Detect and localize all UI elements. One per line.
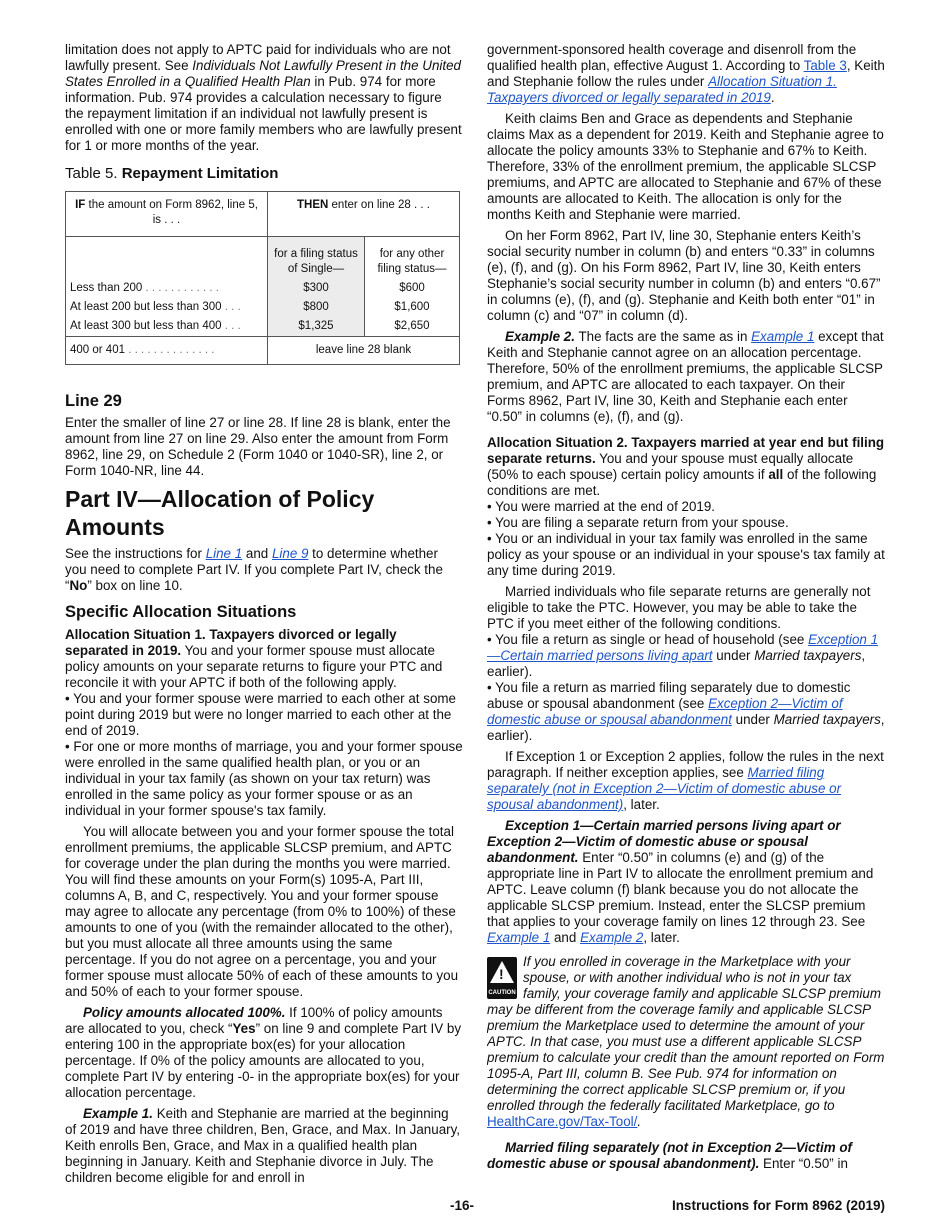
text-run: government-sponsored health coverage and disenroll from the qualified health plan, effective August 1. According to <box>487 42 857 73</box>
text-run: • You were married at the end of 2019. <box>487 499 716 514</box>
other-value: $600 <box>365 279 460 298</box>
text-run: If 100% of policy amounts are allocated to you, check “ <box>65 1005 443 1036</box>
if-bold: IF <box>75 199 86 211</box>
bullet-item <box>487 680 885 744</box>
text-run: , earlier). <box>487 712 885 743</box>
text-run: , earlier). <box>487 648 866 679</box>
table-number: Table 5. <box>65 165 122 182</box>
text-run: • You file a return as single or head of household (see <box>487 632 809 647</box>
leader-dots: . . . <box>221 301 241 313</box>
row-label: 400 or 401 <box>70 344 125 356</box>
text-run: The facts are the same as in <box>574 329 752 344</box>
cross-reference-link[interactable]: HealthCare.gov/Tax-Tool/ <box>487 1114 638 1129</box>
leader-dots: . . . . . . . . . . . . <box>142 282 219 294</box>
text-run: Allocation Situation 2. Taxpayers married at year end but filing separate returns. <box>487 435 885 466</box>
cross-reference-link[interactable]: Allocation Situation 1. Taxpayers divorced or legally separated in 2019 <box>487 74 837 105</box>
text-run: Individuals Not Lawfully Present in the United States Enrolled in a Qualified Health Plan <box>65 58 461 89</box>
text-run: If you enrolled in coverage in the Marketplace with your spouse, or with another individual who is not in your tax family, your coverage family and applicable SLCSP premium may be different from the coverage family and applicable SLCSP premium the Marketplace used to determine the amount of your APTC. In that case, you must use a different applicable SLCSP premium to calculate your credit than the amount reported on Form 1095-A, Part III, column B. See Pub. 974 for information on determining the correct applicable SLCSP premium or, if you enrolled through the federally facilitated Marketplace, go to <box>487 954 885 1113</box>
blank-cell <box>66 237 268 280</box>
last-row-label <box>66 337 268 365</box>
table-title-text: Repayment Limitation <box>121 165 279 182</box>
paragraph <box>487 1140 885 1172</box>
text-run: You and your former spouse must allocate policy amounts on your separate returns to figure your PTC and reconcile it with your APTC if both of the following apply. <box>65 643 443 690</box>
right-column <box>487 42 885 1172</box>
then-header <box>268 192 460 237</box>
row-label-cell <box>66 317 268 337</box>
row-label: Less than 200 <box>70 282 143 294</box>
cross-reference-link[interactable]: Example 1 <box>487 930 551 945</box>
single-value: $300 <box>268 279 365 298</box>
text-run: You and your spouse must equally allocate (50% to each spouse) certain policy amounts if <box>487 451 854 482</box>
paragraph <box>65 415 463 479</box>
last-row-value: leave line 28 blank <box>268 337 460 365</box>
cross-reference-link[interactable]: Line 9 <box>271 546 309 561</box>
repayment-limitation-table <box>65 191 460 365</box>
table-title <box>65 166 463 182</box>
paragraph <box>487 749 885 813</box>
row-label: At least 200 but less than 300 <box>70 301 222 313</box>
paragraph <box>487 818 885 946</box>
bullet-item <box>65 691 463 739</box>
text-run: Married taxpayers <box>754 648 862 663</box>
specific-allocation-heading: Specific Allocation Situations <box>65 603 297 621</box>
bullet-item <box>487 531 885 579</box>
paragraph <box>65 627 463 691</box>
text-run: and <box>242 546 272 561</box>
text-run: all <box>768 467 784 482</box>
cross-reference-link[interactable]: Line 1 <box>205 546 243 561</box>
text-run: and <box>550 930 581 945</box>
bullet-item <box>65 739 463 819</box>
then-bold: THEN <box>297 199 329 211</box>
text-run: ” box on line 10. <box>87 578 183 593</box>
text-run: Married taxpayers <box>773 712 881 727</box>
col-single-header: for a filing status of Single— <box>268 237 365 280</box>
cross-reference-link[interactable]: Example 2 <box>580 930 644 945</box>
text-run: Keith claims Ben and Grace as dependents and Stephanie claims Max as a dependent for 2019. Keith and Stephanie agree to allocate the policy amounts 33% to Stephanie and 67% to Keith. Therefore, 33% of the enrollment premium, the applicable SLCSP premiums, and APTC are allocated to Stephanie and 67% of these amounts are allocated to Keith. The allocation is only for the months Keith and Stephanie were married. <box>487 111 884 222</box>
cross-reference-link[interactable]: Table 3 <box>803 58 847 73</box>
text-run: Enter “0.50” in <box>759 1156 848 1171</box>
row-label: At least 300 but less than 400 <box>70 320 222 332</box>
then-rest: enter on line 28 . . . <box>328 199 430 211</box>
paragraph <box>65 546 463 594</box>
table-row <box>66 298 460 317</box>
text-run: Married filing separately (not in Exception 2—Victim of domestic abuse or spousal abandonment). <box>487 1140 852 1171</box>
table-row <box>66 317 460 337</box>
text-run: Married individuals who file separate returns are generally not eligible to take the PTC. However, you may be able to take the PTC if you meet either of the following conditions. <box>487 584 871 631</box>
text-run: • For one or more months of marriage, you and your former spouse were enrolled in the same qualified health plan, or you or an individual in your tax family (as shown on your tax return) was enrolled in the same policy as your former spouse or as an individual in your former spouse's tax family. <box>65 739 463 818</box>
paragraph <box>487 435 885 499</box>
text-run: except that Keith and Stephanie cannot agree on an allocation percentage. Therefore, 50% of the enrollment premiums, the applicable SLCSP premium, and APTC are allocated to each taxpayer. On their Forms 8962, Part IV, line 30, Keith and Stephanie each enter “0.50” in columns (e), (f), and (g). <box>487 329 884 424</box>
text-run: Exception 1—Certain married persons living apart or Exception 2—Victim of domestic abuse or spousal abandonment. <box>487 818 841 865</box>
text-run: , Keith and Stephanie follow the rules under <box>487 58 885 89</box>
bullet-item <box>487 499 885 515</box>
text-run: . <box>770 90 775 105</box>
if-rest: the amount on Form 8962, line 5, is . . . <box>85 199 258 226</box>
page-number: -16- <box>450 1198 475 1213</box>
text-run: ” on line 9 and complete Part IV by entering 100 in the appropriate box(es) for your allocation percentage. If 0% of the policy amounts are allocated to you, complete Part IV by entering -0- in the appropriate box(es) for your allocation percentage. <box>65 1021 462 1100</box>
if-header <box>66 192 268 237</box>
footer-title: Instructions for Form 8962 (2019) <box>671 1198 885 1213</box>
row-label-cell <box>66 298 268 317</box>
text-run: , later. <box>623 797 660 812</box>
table-row <box>66 279 460 298</box>
caution-label: CAUTION <box>488 990 516 996</box>
caution-note <box>487 954 885 1130</box>
left-column <box>65 42 463 1186</box>
cross-reference-link[interactable]: Example 1 <box>751 329 815 344</box>
single-value: $800 <box>268 298 365 317</box>
cross-reference-link[interactable]: Married filing separately (not in Exception 2—Victim of domestic abuse or spousal abandonment) <box>487 765 842 812</box>
text-run: Enter the smaller of line 27 or line 28. If line 28 is blank, enter the amount from line 27 on line 29. Also enter the amount from Form 8962, line 29, on Schedule 2 (Form 1040 or 1040-SR), line 2, or Form 1040-NR, line 44. <box>65 415 451 478</box>
leader-dots: . . . . . . . . . . . . . . <box>125 344 215 356</box>
text-run: On her Form 8962, Part IV, line 30, Stephanie enters Keith’s social security number in column (b) and enters “0.33” in columns (e), (f), and (g). On his Form 8962, Part IV, line 30, Keith enters Stephanie’s social security number in column (b) and enters “0.67” in columns (e), (f), and (g). Stephanie and Keith both enter “01” in column (c) and “07” in column (d). <box>487 228 881 323</box>
text-run: You will allocate between you and your former spouse the total enrollment premiums, the applicable SLCSP premium, and APTC for coverage under the plan during the months you were married. You will find these amounts on your Form(s) 1095-A, Part III, columns A, B, and C, respectively. You and your former spouse may agree to allocate any percentage (from 0% to 100%) of these amounts to one of you (with the remainder allocated to the other), but you must allocate all three amounts using the same percentage. If you do not agree on a percentage, you and your former spouse must allocate 50% of each of these amounts to you and 50% of each to your former spouse. <box>65 824 459 999</box>
paragraph <box>65 1106 463 1186</box>
line29-heading: Line 29 <box>65 392 122 410</box>
text-run: under <box>731 712 774 727</box>
paragraph <box>487 584 885 632</box>
paragraph <box>65 824 463 1000</box>
text-run: Allocation Situation 1. Taxpayers divorced or legally separated in 2019. <box>65 627 397 658</box>
text-run: Example 2. <box>505 329 575 344</box>
paragraph <box>487 329 885 425</box>
text-run: Keith and Stephanie are married at the beginning of 2019 and have three children, Ben, Grace, and Max. In January, Keith enrolls Ben, Grace, and Max in a qualified health plan beginning in January. Keith and Stephanie divorce in July. The children become eligible for and enroll in <box>65 1106 461 1185</box>
col-other-header: for any other filing status— <box>365 237 460 280</box>
text-run: • You file a return as married filing separately due to domestic abuse or spousal abandonment (see <box>487 680 851 711</box>
leader-dots: . . . <box>221 320 241 332</box>
text-run: Enter “0.50” in columns (e) and (g) of the appropriate line in Part IV to allocate the enrollment premium and APTC. Leave column (f) blank because you do not allocate the applicable SLCSP premium. Instead, enter the SLCSP premium that applies to your coverage family on lines 12 through 23. See <box>487 850 874 929</box>
text-run: • You and your former spouse were married to each other at some point during 2019 but were no longer married to each other at the end of 2019. <box>65 691 456 738</box>
other-value: $1,600 <box>365 298 460 317</box>
other-value: $2,650 <box>365 317 460 337</box>
text-run: Yes <box>232 1021 256 1036</box>
caution-icon: ! CAUTION <box>487 957 517 999</box>
text-run: in Pub. 974 for more information. Pub. 974 provides a calculation necessary to figure the repayment limitation if an individual not lawfully present is enrolled with one or more family members who are lawfully present for 1 or more months of the year. <box>65 74 462 153</box>
cross-reference-link[interactable]: Exception 1—Certain married persons living apart <box>487 632 879 663</box>
text-run: of the following conditions are met. <box>487 467 877 498</box>
paragraph <box>65 1005 463 1101</box>
caution-text <box>487 954 885 1130</box>
text-run: No <box>69 578 88 593</box>
paragraph <box>487 111 885 223</box>
text-run: Example 1. <box>83 1106 153 1121</box>
paragraph <box>487 228 885 324</box>
paragraph <box>487 42 885 106</box>
bullet-item <box>487 632 885 680</box>
text-run: See the instructions for <box>65 546 206 561</box>
paragraph <box>65 42 463 154</box>
text-run: • You are filing a separate return from your spouse. <box>487 515 789 530</box>
cross-reference-link[interactable]: Exception 2—Victim of domestic abuse or spousal abandonment <box>487 696 843 727</box>
text-run: Policy amounts allocated 100%. <box>83 1005 286 1020</box>
text-run: If Exception 1 or Exception 2 applies, follow the rules in the next paragraph. If neither exception applies, see <box>487 749 884 780</box>
text-run: • You or an individual in your tax family was enrolled in the same policy as your spouse or an individual in your spouse's tax family at any time during 2019. <box>487 531 885 578</box>
bullet-item <box>487 515 885 531</box>
text-run: to determine whether you need to complete Part IV. If you complete Part IV, check the “ <box>65 546 443 593</box>
part4-heading: Part IV—Allocation of Policy Amounts <box>65 486 375 540</box>
text-run: . <box>637 1114 642 1129</box>
text-run: under <box>712 648 755 663</box>
single-value: $1,325 <box>268 317 365 337</box>
row-label-cell <box>66 279 268 298</box>
text-run: , later. <box>643 930 680 945</box>
text-run: limitation does not apply to APTC paid for individuals who are not lawfully present. See <box>65 42 451 73</box>
